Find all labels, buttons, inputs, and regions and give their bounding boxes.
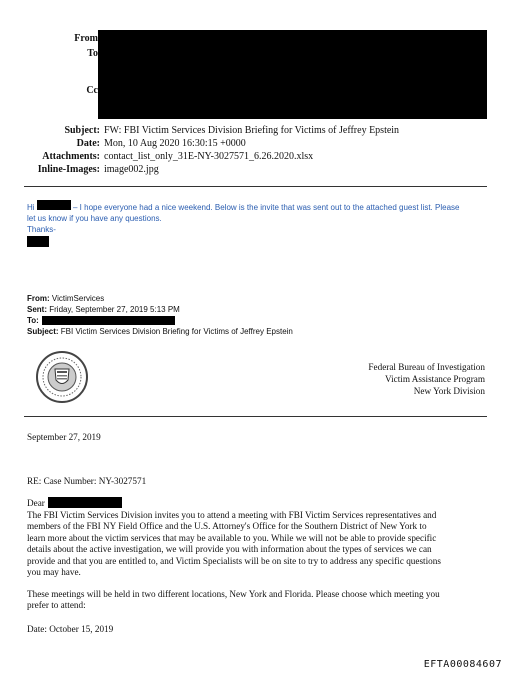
reply-thanks: Thanks- — [27, 225, 56, 234]
attachments-value: contact_list_only_31E-NY-3027571_6.26.2020.xlsx — [104, 151, 314, 162]
cc-label: Cc — [86, 85, 98, 96]
fwd-to-redaction — [42, 316, 175, 325]
header-divider — [24, 186, 487, 187]
inline-images-label: Inline-Images: — [37, 164, 100, 175]
to-label: To — [87, 48, 98, 59]
recipients-redaction — [98, 30, 487, 119]
subject-label: Subject: — [64, 125, 100, 136]
reply-line-2: let us know if you have any questions. — [27, 214, 162, 223]
date-value: Mon, 10 Aug 2020 16:30:15 +0000 — [104, 138, 246, 149]
reply-name-redaction — [37, 200, 71, 210]
attachments-label: Attachments: — [42, 151, 100, 162]
letterhead-line-2: Victim Assistance Program — [385, 374, 485, 384]
case-number: RE: Case Number: NY-3027571 — [27, 476, 147, 486]
subject-value: FW: FBI Victim Services Division Briefing for Victims of Jeffrey Epstein — [104, 125, 400, 136]
paragraph-2: These meetings will be held in two different locations, New York and Florida. Please choose which meeting you prefer to attend: — [27, 589, 440, 611]
date-label: Date: — [76, 138, 100, 149]
letterhead-line-3: New York Division — [413, 386, 485, 396]
fwd-to: To: — [27, 316, 39, 325]
fbi-seal — [35, 350, 89, 404]
salutation-redaction — [48, 497, 122, 508]
reply-line-1: – I hope everyone had a nice weekend. Below is the invite that was sent out to the attached guest list. Please — [73, 203, 460, 212]
letterhead-line-1: Federal Bureau of Investigation — [368, 362, 485, 372]
fwd-from: From: VictimServices — [27, 294, 105, 303]
inline-images-value: image002.jpg — [104, 164, 159, 175]
document-id: EFTA00084607 — [423, 659, 502, 670]
reply-hi: Hi — [27, 203, 35, 212]
letter-date: September 27, 2019 — [27, 432, 101, 442]
fwd-sent: Sent: Friday, September 27, 2019 5:13 PM — [27, 305, 180, 314]
reply-signature-redaction — [27, 236, 49, 247]
from-label: From — [74, 33, 98, 44]
fwd-subject: Subject: FBI Victim Services Division Briefing for Victims of Jeffrey Epstein — [27, 327, 293, 336]
letterhead-divider — [24, 416, 487, 417]
paragraph-1: The FBI Victim Services Division invites you to attend a meeting with FBI Victim Services representatives and members of the FBI NY Field Office and the U.S. Attorney's Office for the Southern District of New York to learn more about the victim services that may be available to you. While we will not be able to provide specific details about the active investigation, we will provide you with information about the types of services we can provide and that you are entitled to, and Victim Specialists will be on site to try to address any specific questions you may have. — [27, 510, 441, 578]
meeting-date: Date: October 15, 2019 — [27, 624, 114, 634]
salutation: Dear — [27, 498, 45, 508]
